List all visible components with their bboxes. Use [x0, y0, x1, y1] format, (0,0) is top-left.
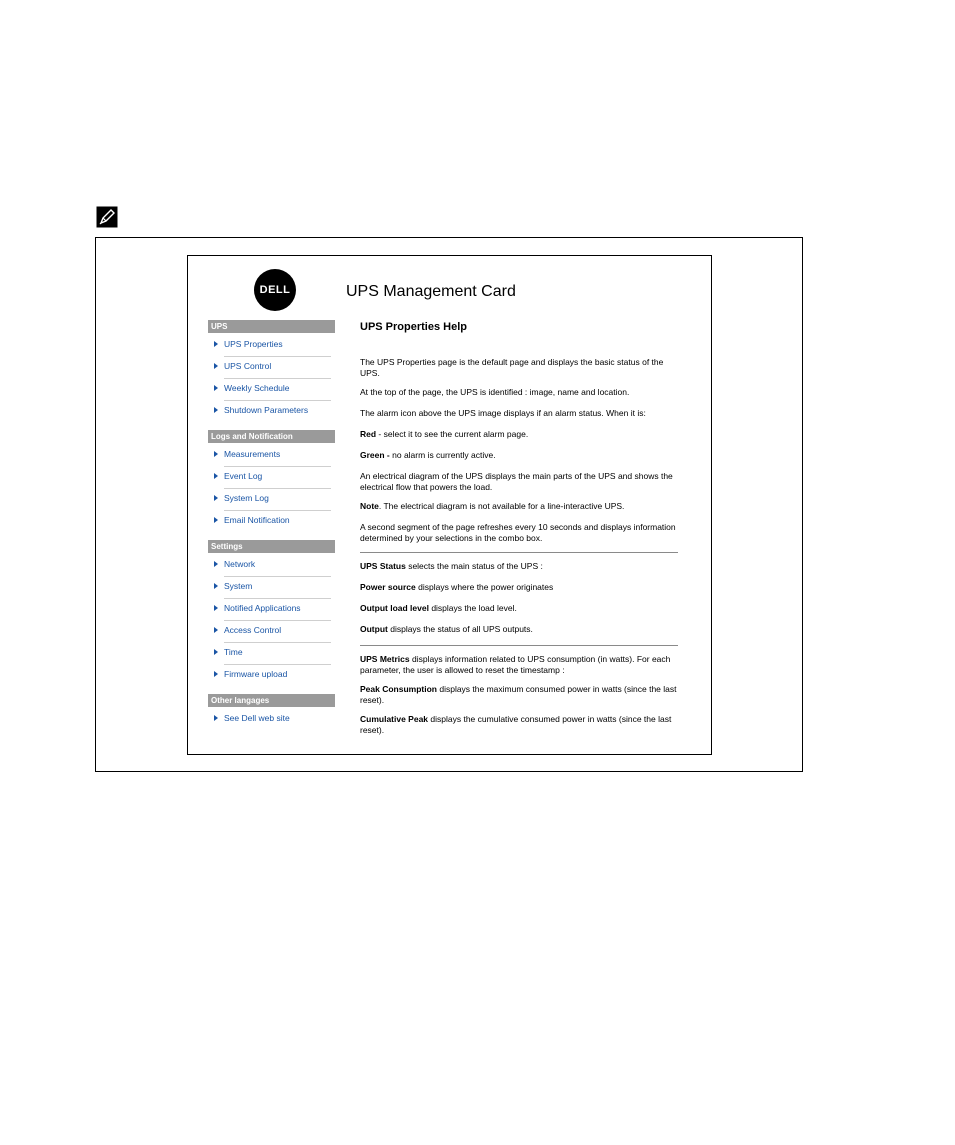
sidebar-item-email-notification[interactable]: [208, 512, 335, 534]
arrow-right-icon: [214, 407, 218, 413]
sidebar-item-label: Shutdown Parameters: [224, 405, 309, 415]
sidebar-item-label: Firmware upload: [224, 669, 288, 679]
sidebar-item-label: System: [224, 581, 253, 591]
help-paragraph: Cumulative Peak displays the cumulative consumed power in watts (since the last reset).: [360, 714, 672, 735]
sidebar-item-ups-properties[interactable]: [208, 336, 335, 358]
sidebar-section-header: UPS: [208, 320, 335, 333]
sidebar-item-see-dell-web-site[interactable]: [208, 710, 335, 732]
sidebar-section-header: Other langages: [208, 694, 335, 707]
sidebar-item-measurements[interactable]: [208, 446, 335, 468]
item-separator: [224, 620, 331, 621]
sidebar-item-notified-applications[interactable]: [208, 600, 335, 622]
sidebar: [208, 320, 335, 732]
arrow-right-icon: [214, 495, 218, 501]
arrow-right-icon: [214, 627, 218, 633]
sidebar-item-system-log[interactable]: [208, 490, 335, 512]
arrow-right-icon: [214, 561, 218, 567]
arrow-right-icon: [214, 385, 218, 391]
sidebar-item-ups-control[interactable]: [208, 358, 335, 380]
sidebar-item-label: Email Notification: [224, 515, 290, 525]
help-paragraph: At the top of the page, the UPS is identified : image, name and location.: [360, 387, 630, 397]
help-paragraph: Output displays the status of all UPS outputs.: [360, 624, 533, 634]
sidebar-item-label: UPS Control: [224, 361, 272, 371]
sidebar-section-header: Logs and Notification: [208, 430, 335, 443]
help-paragraph: An electrical diagram of the UPS displays the main parts of the UPS and shows the electrical flow that powers the load.: [360, 471, 673, 492]
note-icon: [96, 206, 118, 228]
help-paragraph: Red - select it to see the current alarm page.: [360, 429, 529, 439]
dell-logo: DELL: [254, 269, 296, 311]
item-separator: [224, 378, 331, 379]
item-separator: [224, 576, 331, 577]
item-separator: [224, 466, 331, 467]
arrow-right-icon: [214, 341, 218, 347]
item-separator: [224, 356, 331, 357]
help-paragraph: The UPS Properties page is the default page and displays the basic status of the UPS.: [360, 357, 664, 378]
sidebar-item-label: Access Control: [224, 625, 282, 635]
ups-management-card-screenshot: [187, 255, 712, 755]
help-paragraph: Peak Consumption displays the maximum consumed power in watts (since the last reset).: [360, 684, 677, 705]
divider: [360, 645, 678, 646]
arrow-right-icon: [214, 363, 218, 369]
arrow-right-icon: [214, 583, 218, 589]
help-paragraph: Note. The electrical diagram is not available for a line-interactive UPS.: [360, 501, 625, 511]
item-separator: [224, 664, 331, 665]
help-paragraph: A second segment of the page refreshes every 10 seconds and displays information determined by your selections in the combo box.: [360, 522, 676, 543]
sidebar-item-label: See Dell web site: [224, 713, 290, 723]
help-title: UPS Properties Help: [360, 321, 467, 333]
sidebar-item-label: Time: [224, 647, 243, 657]
item-separator: [224, 400, 331, 401]
sidebar-item-weekly-schedule[interactable]: [208, 380, 335, 402]
help-content: [360, 320, 678, 744]
help-paragraph: UPS Metrics displays information related to UPS consumption (in watts). For each parameter, the user is allowed to reset the timestamp :: [360, 654, 671, 675]
arrow-right-icon: [214, 715, 218, 721]
sidebar-section-header: Settings: [208, 540, 335, 553]
sidebar-item-label: Event Log: [224, 471, 263, 481]
sidebar-item-network[interactable]: [208, 556, 335, 578]
sidebar-item-shutdown-parameters[interactable]: [208, 402, 335, 424]
sidebar-item-event-log[interactable]: [208, 468, 335, 490]
arrow-right-icon: [214, 649, 218, 655]
sidebar-item-label: Notified Applications: [224, 603, 301, 613]
arrow-right-icon: [214, 671, 218, 677]
help-paragraph: Power source displays where the power originates: [360, 582, 554, 592]
sidebar-item-firmware-upload[interactable]: [208, 666, 335, 688]
item-separator: [224, 488, 331, 489]
arrow-right-icon: [214, 517, 218, 523]
item-separator: [224, 642, 331, 643]
sidebar-item-system[interactable]: [208, 578, 335, 600]
sidebar-item-access-control[interactable]: [208, 622, 335, 644]
divider: [360, 552, 678, 553]
item-separator: [224, 510, 331, 511]
arrow-right-icon: [214, 451, 218, 457]
sidebar-item-label: System Log: [224, 493, 269, 503]
sidebar-item-label: UPS Properties: [224, 339, 283, 349]
sidebar-item-time[interactable]: [208, 644, 335, 666]
arrow-right-icon: [214, 605, 218, 611]
arrow-right-icon: [214, 473, 218, 479]
app-title: UPS Management Card: [346, 283, 516, 300]
item-separator: [224, 598, 331, 599]
help-paragraph: UPS Status selects the main status of the UPS :: [360, 561, 543, 571]
sidebar-item-label: Weekly Schedule: [224, 383, 290, 393]
help-paragraph: Output load level displays the load level.: [360, 603, 517, 613]
help-paragraph: Green - no alarm is currently active.: [360, 450, 496, 460]
sidebar-item-label: Measurements: [224, 449, 281, 459]
sidebar-item-label: Network: [224, 559, 256, 569]
help-paragraph: The alarm icon above the UPS image displays if an alarm status. When it is:: [360, 408, 646, 418]
